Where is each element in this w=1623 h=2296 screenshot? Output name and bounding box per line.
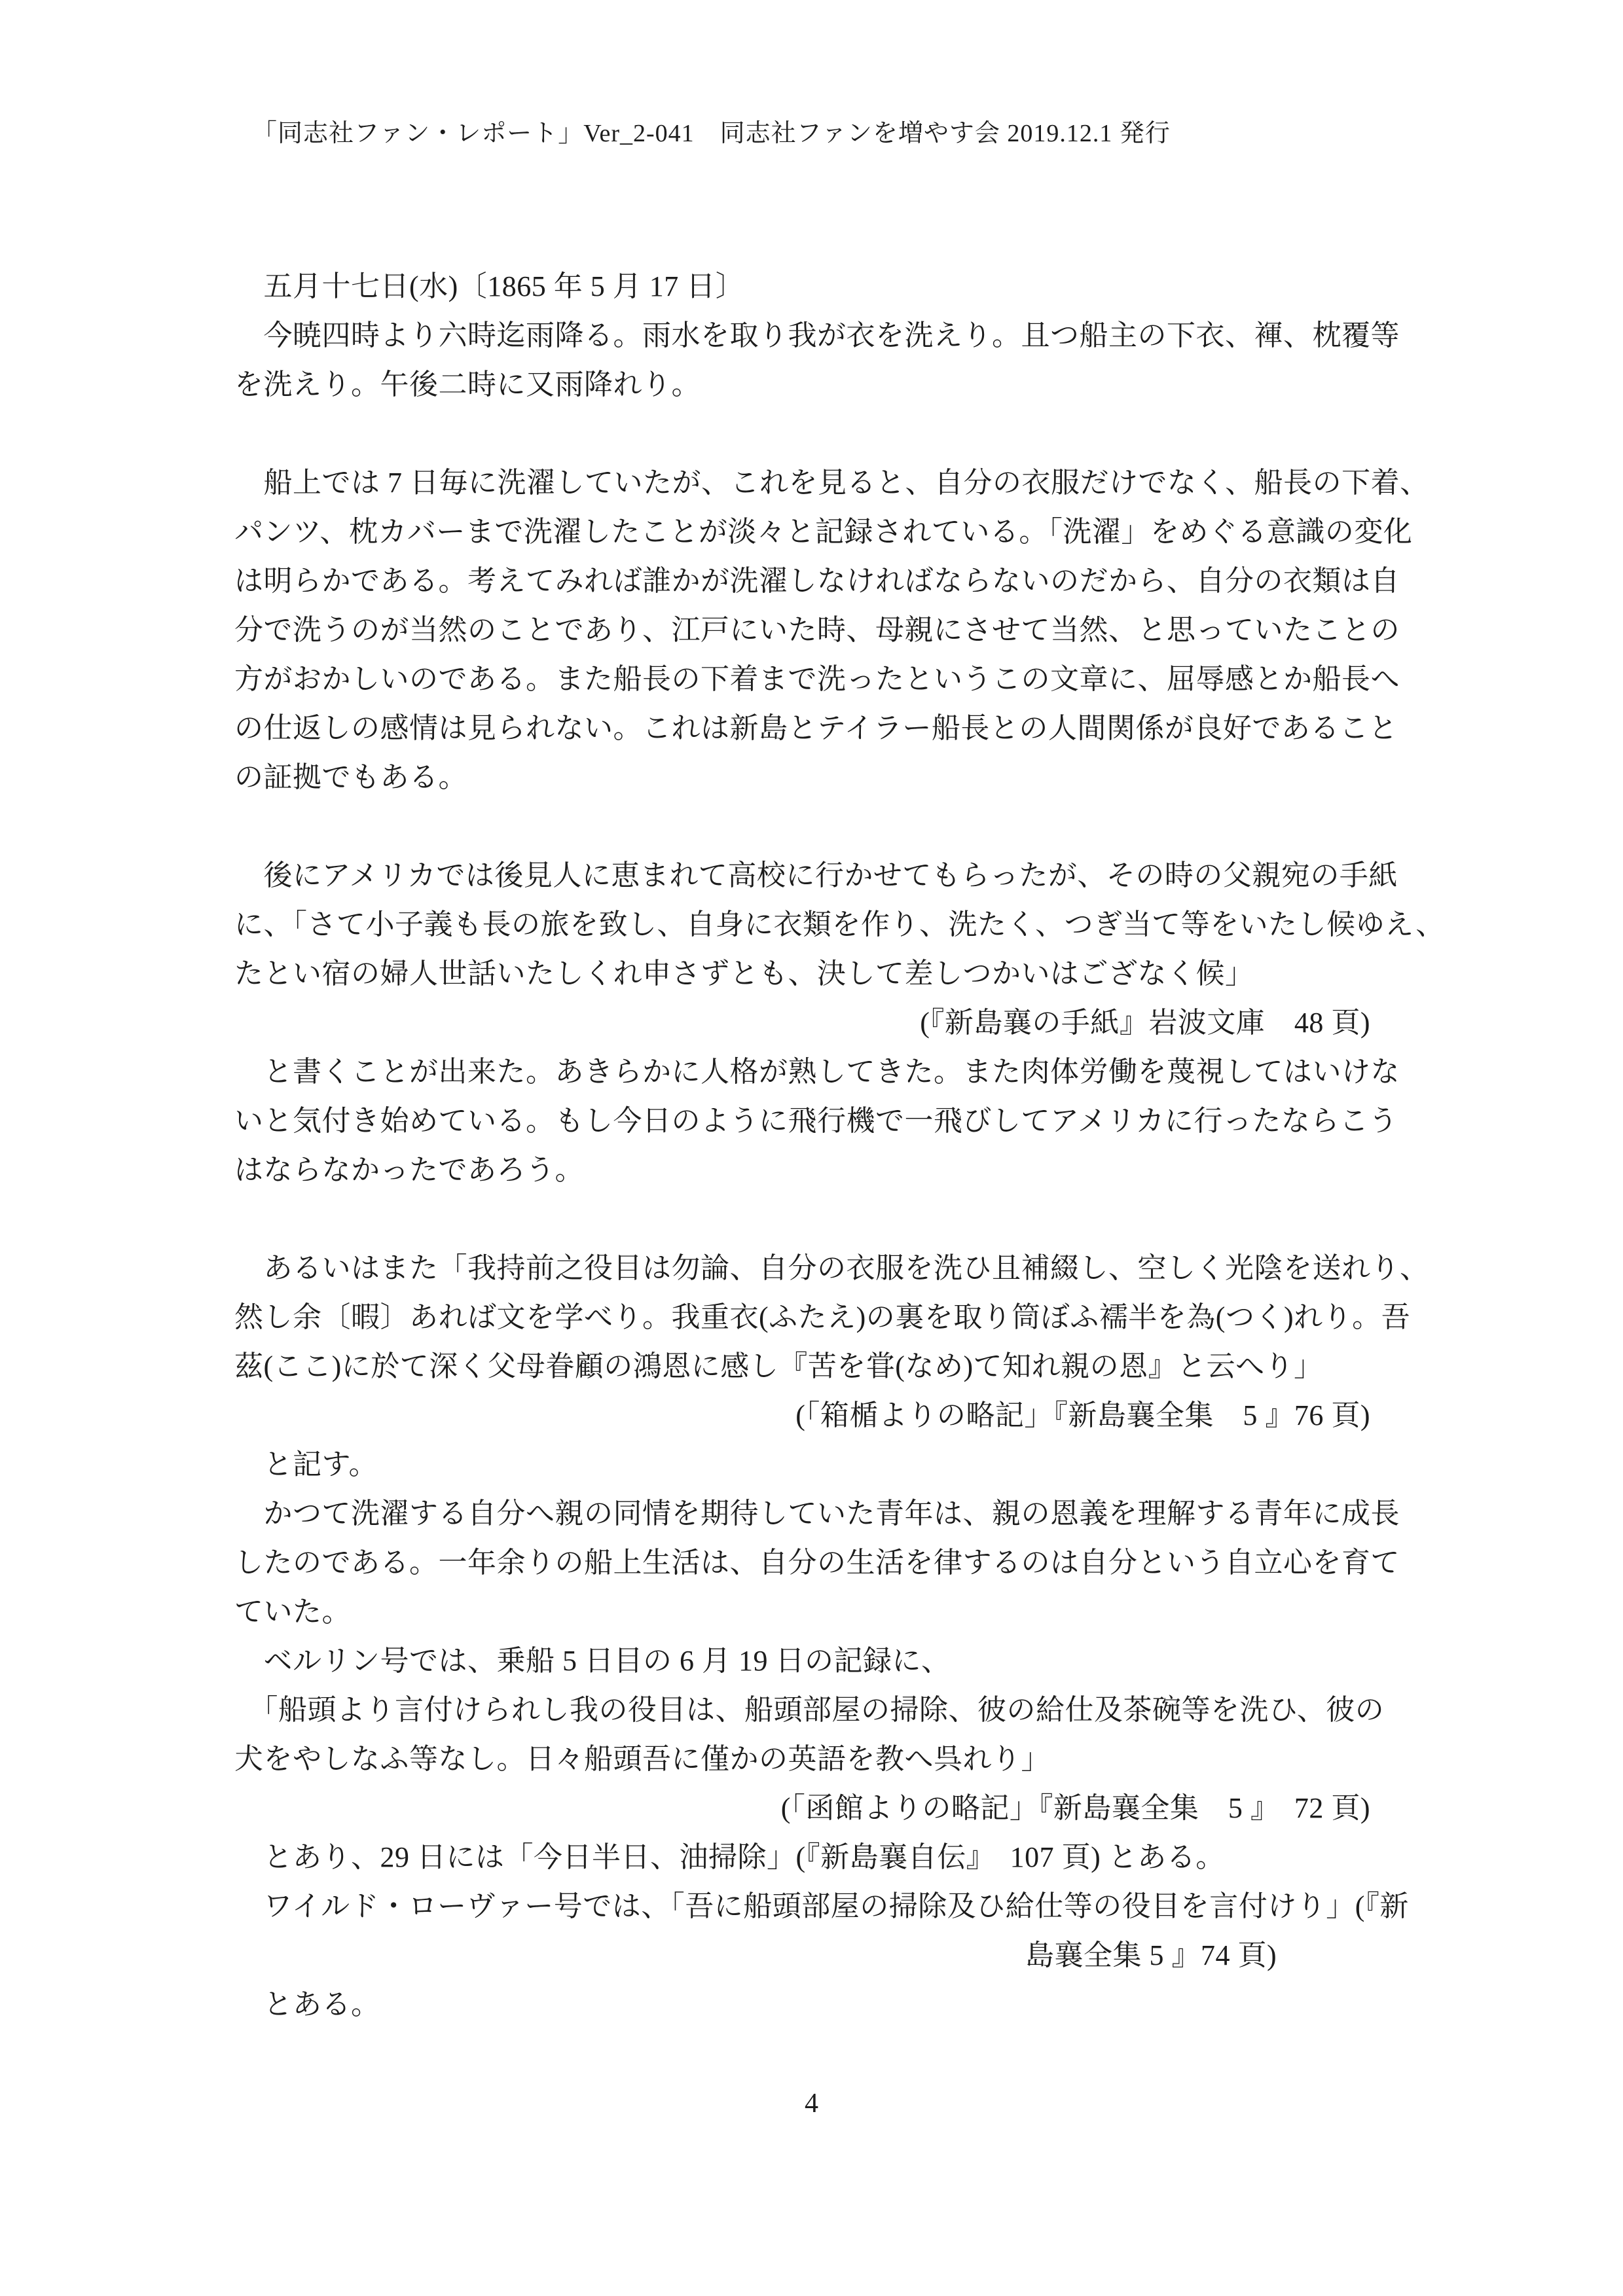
text-line: ベルリン号では、乗船 5 日目の 6 月 19 日の記録に、 (234, 1645, 951, 1677)
blank-line (234, 802, 1406, 851)
text-line: かつて洗濯する自分へ親の同情を期待していた青年は、親の恩義を理解する青年に成長 (234, 1498, 1400, 1530)
text-line: あるいはまた「我持前之役目は勿論、自分の衣服を洗ひ且補綴し、空しく光陰を送れり、 (234, 1252, 1429, 1284)
page-number: 4 (805, 2089, 818, 2119)
text-line: に、「さて小子義も長の旅を致し、自身に衣類を作り、洗たく、つぎ当て等をいたし候ゆえ、 (234, 908, 1445, 941)
text-line: の仕返しの感情は見られない。これは新島とテイラー船長との人間関係が良好であること (234, 712, 1398, 744)
text-line: を洗えり。午後二時に又雨降れり。 (234, 368, 701, 401)
page-header: 「同志社ファン・レポート」Ver_2-041 同志社ファンを増やす会 2019.12.1 発行 (252, 120, 1171, 147)
text-line: 船上では 7 日毎に洗濯していたが、これを見ると、自分の衣服だけでなく、船長の下着、 (234, 467, 1429, 499)
text-line: 島襄全集 5 』74 頁) (1025, 1939, 1277, 1971)
document-body (234, 262, 1445, 2029)
text-line: 然し余〔暇〕あれば文を学べり。我重衣(ふたえ)の裏を取り筒ぼふ襦半を為(つく)れり。吾 (234, 1301, 1411, 1333)
text-line: ていた。 (234, 1596, 351, 1628)
text-line: (『新島襄の手紙』岩波文庫 48 頁) (920, 1007, 1370, 1039)
text-line: 犬をやしなふ等なし。日々船頭吾に僅かの英語を教へ呉れり」 (234, 1743, 1050, 1775)
text-line: は明らかである。考えてみれば誰かが洗濯しなければならないのだから、自分の衣類は自 (234, 565, 1400, 597)
text-line: の証拠でもある。 (234, 761, 467, 793)
text-line: (「函館よりの略記」『新島襄全集 5 』 72 頁) (780, 1792, 1370, 1824)
text-line: 五月十七日(水)〔1865 年 5 月 17 日〕 (234, 270, 745, 302)
text-line: 後にアメリカでは後見人に恵まれて高校に行かせてもらったが、その時の父親宛の手紙 (234, 859, 1398, 891)
text-line: たとい宿の婦人世話いたしくれ申さずとも、決して差しつかいはござなく候」 (234, 958, 1254, 990)
text-line: とあり、29 日には「今日半日、油掃除」(『新島襄自伝』 107 頁) とある。 (234, 1841, 1225, 1873)
blank-line (234, 1194, 1406, 1244)
blank-line (234, 409, 1406, 458)
text-line: (「箱楯よりの略記」『新島襄全集 5 』76 頁) (795, 1399, 1370, 1431)
text-line: 今暁四時より六時迄雨降る。雨水を取り我が衣を洗えり。且つ船主の下衣、褌、枕覆等 (234, 319, 1400, 351)
text-line: ワイルド・ローヴァー号では、「吾に船頭部屋の掃除及ひ給仕等の役目を言付けり」(『新 (234, 1890, 1409, 1922)
text-line: とある。 (234, 1988, 380, 2020)
text-line: と記す。 (234, 1448, 378, 1480)
text-line: 方がおかしいのである。また船長の下着まで洗ったというこの文章に、屈辱感とか船長へ (234, 663, 1400, 695)
text-line: はならなかったであろう。 (234, 1154, 584, 1186)
text-line: したのである。一年余りの船上生活は、自分の生活を律するのは自分という自立心を育て (234, 1547, 1400, 1579)
text-line: いと気付き始めている。もし今日のように飛行機で一飛びしてアメリカに行ったならこう (234, 1105, 1398, 1137)
text-line: 茲(ここ)に於て深く父母眷顧の鴻恩に感し『苦を甞(なめ)て知れ親の恩』と云へり」 (234, 1350, 1323, 1382)
text-line: と書くことが出来た。あきらかに人格が熟してきた。また肉体労働を蔑視してはいけな (234, 1056, 1400, 1088)
text-line: パンツ、枕カバーまで洗濯したことが淡々と記録されている。「洗濯」をめぐる意識の変化 (234, 516, 1413, 548)
text-line: 「船頭より言付けられし我の役目は、船頭部屋の掃除、彼の給仕及茶碗等を洗ひ、彼の (234, 1694, 1385, 1726)
text-line: 分で洗うのが当然のことであり、江戸にいた時、母親にさせて当然、と思っていたことの (234, 614, 1400, 646)
